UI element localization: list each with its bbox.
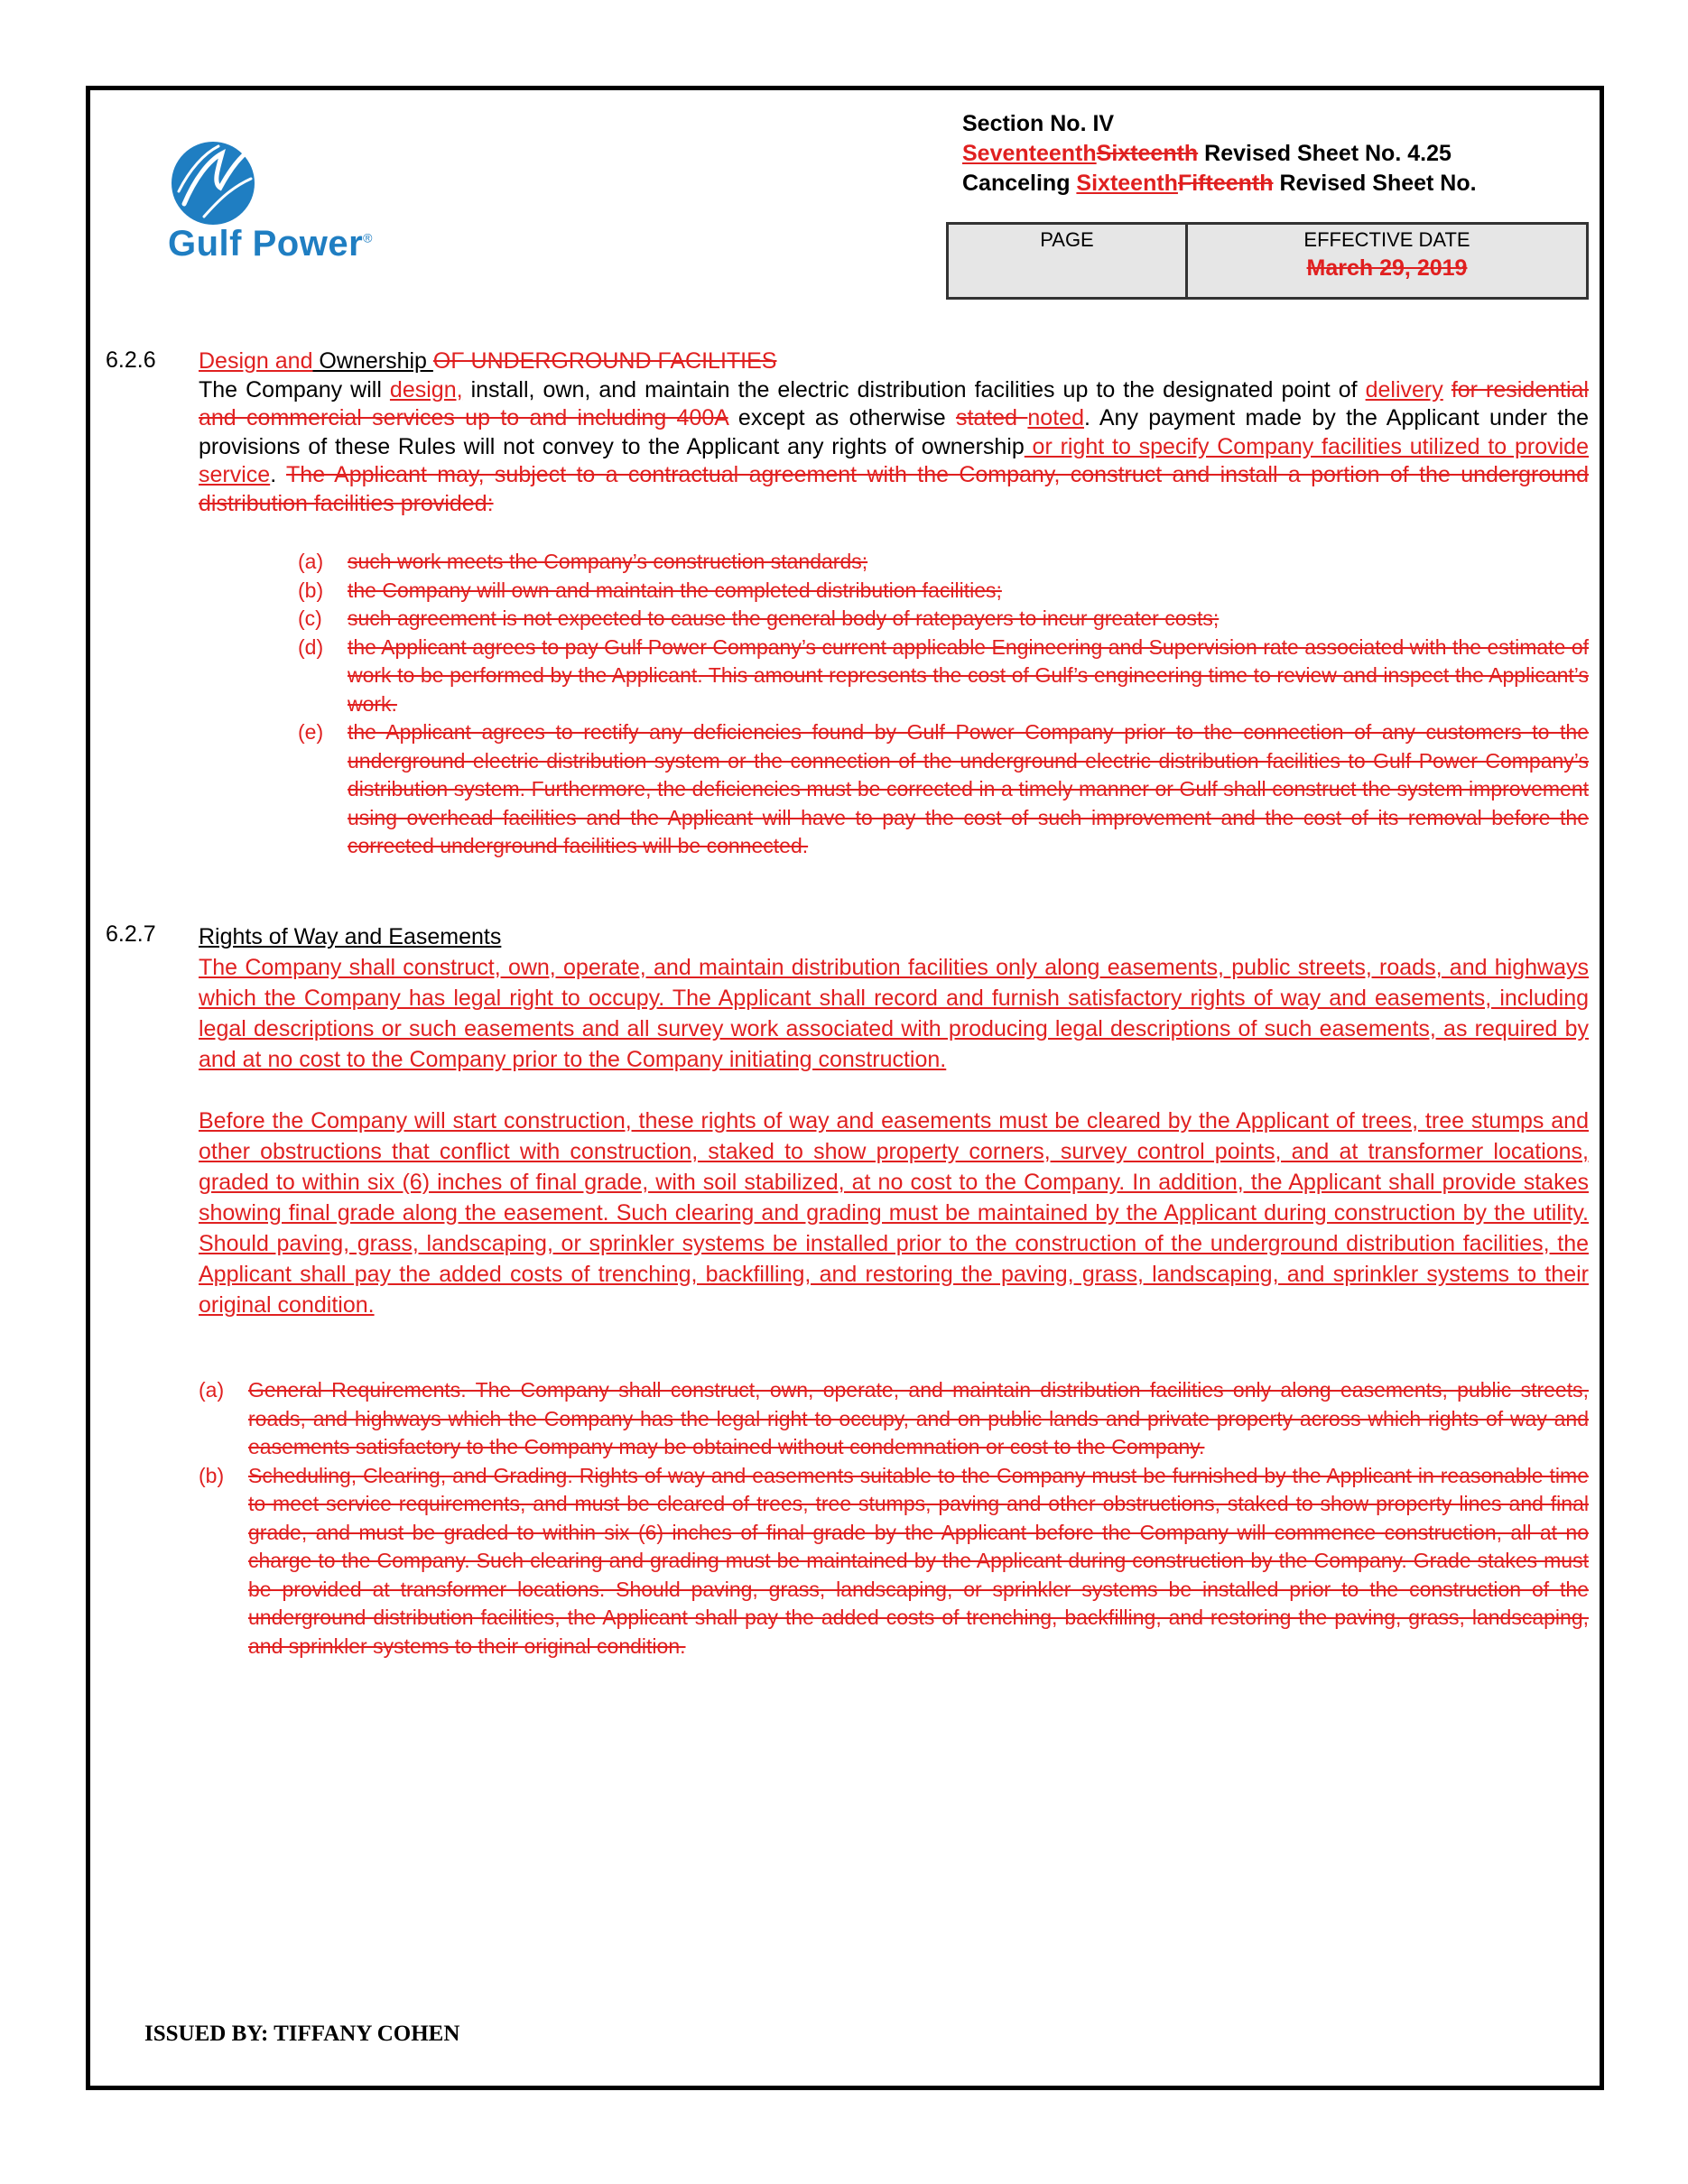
list-item: (b) Scheduling, Clearing, and Grading. Rights of way and easements suitable to the Company must be furnished by the Applicant in reasonable time to meet service requirements, and must be cleared of trees, tree stumps, paving and other obstructions, staked to show property lines and final grade, and must be graded to within six (6) inches of final grade by the Applicant before the Company will commence construction, all at no charge to the Company. Such clearing and grading must be maintained by the Applicant during construction by the Company. Grade stakes must be provided at transformer locations. Should paving, grass, landscaping, or sprinkler systems be installed prior to the construction of the underground distribution facilities, the Applicant shall pay the added costs of trenching, backfilling, and restoring the paving, grass, landscaping, and sprinkler systems to their original condition. (199, 1463, 1589, 1658)
effective-date-value: March 29, 2019 (1306, 255, 1468, 281)
issued-by: ISSUED BY: TIFFANY COHEN (144, 2022, 460, 2046)
section-626-title: Design and Ownership OF UNDERGROUND FACILITIES (199, 348, 777, 374)
section-number: Section No. IV (962, 111, 1115, 136)
canceling-sheet-line: Canceling SixteenthFifteenth Revised Sheet No. (962, 171, 1477, 196)
revised-sheet-line: SeventeenthSixteenth Revised Sheet No. 4.25 (962, 141, 1451, 166)
list-item: (a) such work meets the Company’s construction standards; (298, 550, 868, 573)
section-627-paragraph-1: The Company shall construct, own, operate, and maintain distribution facilities only along easements, public streets, roads, and highways which the Company has legal right to occupy. The Applicant shall record and furnish satisfactory rights of way and easements, including legal descriptions or such easements and all survey work associated with producing legal descriptions of such easements, as required by and at no cost to the Company prior to the Company initiating construction. (199, 955, 1589, 1072)
section-626-number: 6.2.6 (106, 347, 156, 373)
section-626-list (298, 548, 1589, 861)
effective-date-cell: EFFECTIVE DATE March 29, 2019 (1188, 225, 1586, 297)
section-627-list (199, 1376, 1589, 1661)
list-item: (e) the Applicant agrees to rectify any deficiencies found by Gulf Power Company prior to the connection of any customers to the underground electric distribution system or the connection of the underground electric distribution facilities to Gulf Power Company’s distribution system. Furthermore, the deficiencies must be corrected in a timely manner or Gulf shall construct the system improvement using overhead facilities and the Applicant will have to pay the cost of such improvement and the cost of its removal before the corrected underground facilities will be connected. (298, 720, 1589, 857)
list-item: (a) General Requirements. The Company shall construct, own, operate, and maintain distribution facilities only along easements, public streets, roads, and highways which the Company has the legal right to occupy, and on public lands and private property across which rights of way and easements satisfactory to the Company may be obtained without condemnation or cost to the Company. (199, 1378, 1589, 1458)
section-626-paragraph: The Company will design, install, own, and maintain the electric distribution facilities up to the designated point of delivery for residential and commercial services up to and including 400A except as otherwise stated noted. Any payment made by the Applicant under the provisions of these Rules will not convey to the Applicant any rights of ownership or right to specify Company facilities utilized to provide service. The Applicant may, subject to a contractual agreement with the Company, construct and install a portion of the underground distribution facilities provided: (199, 376, 1590, 516)
section-627-body (199, 921, 1589, 1320)
list-item: (d) the Applicant agrees to pay Gulf Power Company’s current applicable Engineering and Supervision rate associated with the estimate of work to be performed by the Applicant. This amount represents the cost of Gulf’s engineering time to review and inspect the Applicant’s work. (298, 634, 1589, 716)
logo-wordmark: Gulf Power® (168, 224, 373, 264)
list-item: (b) the Company will own and maintain the completed distribution facilities; (298, 578, 1002, 602)
page-effective-table (946, 222, 1589, 300)
section-627-number: 6.2.7 (106, 921, 156, 947)
section-626-body (199, 347, 1589, 518)
list-item: (c) such agreement is not expected to cause the general body of ratepayers to incur greater costs; (298, 606, 1220, 630)
page-cell: PAGE (949, 225, 1188, 297)
section-627-paragraph-2: Before the Company will start construction, these rights of way and easements must be cleared by the Applicant of trees, tree stumps and other obstructions that conflict with construction, staked to show property corners, survey control points, and at transformer locations, graded to within six (6) inches of final grade, with soil stabilized, at no cost to the Company. In addition, the Applicant shall provide stakes showing final grade along the easement. Such clearing and grading must be maintained by the Applicant during construction by the utility. Should paving, grass, landscaping, or sprinkler systems be installed prior to the construction of the underground distribution facilities, the Applicant shall pay the added costs of trenching, backfilling, and restoring the paving, grass, landscaping, and sprinkler systems to their original condition. (199, 1108, 1589, 1318)
section-627-title: Rights of Way and Easements (199, 924, 502, 949)
